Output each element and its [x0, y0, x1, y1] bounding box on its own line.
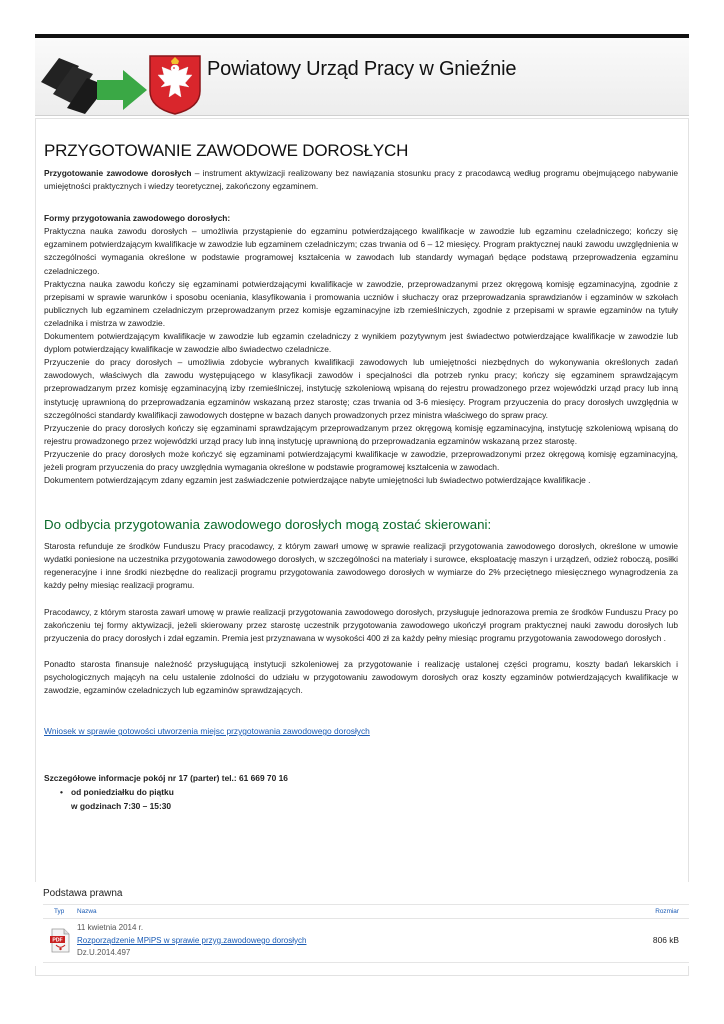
- contact-line: Szczegółowe informacje pokój nr 17 (parter) tel.: 61 669 70 16: [44, 773, 288, 784]
- column-header-size[interactable]: Rozmiar: [655, 908, 679, 915]
- site-title[interactable]: Powiatowy Urząd Pracy w Gnieźnie: [207, 58, 517, 80]
- svg-text:PDF: PDF: [52, 937, 63, 944]
- contact-days: • od poniedziałku do piątku: [60, 785, 678, 799]
- pdf-file-icon[interactable]: [50, 928, 71, 953]
- column-header-name[interactable]: Nazwa: [77, 908, 97, 915]
- column-header-type[interactable]: Typ: [54, 908, 65, 915]
- forms-paragraph: Przyuczenie do pracy dorosłych może kończyć się egzaminami potwierdzającymi kwalifikacje w zawodzie, przeprowadzonymi przez okręgową komisję egzaminacyjną, jeżeli program przyuczenia do pracy uwzględnia wymagania określone w podstawie programowej kształcenia w zawodach.: [44, 448, 678, 472]
- section-paragraph: Pracodawcy, z którym starosta zawarł umowę w prawie realizacji przygotowania zawodowego dorosłych, przysługuje jednorazowa premia ze środków Funduszu Pracy po zakończeniu tej formy aktywizacji, jeżeli skierowany przez starostę uczestnik przygotowania zawodowego ukończył program praktycznej nauki zawodu dorosłych lub przyuczenia do pracy dorosłych i zdał egzamin. Premia jest przyznawana w wysokości 400 zł za każdy pełny miesiąc programu przygotowania zawodowego dorosłych .: [44, 606, 678, 643]
- attachment-link[interactable]: Rozporządzenie MPiPS w sprawie przyg.zawodowego dorosłych: [77, 935, 307, 945]
- legal-basis-box: [35, 882, 689, 966]
- section-title: Do odbycia przygotowania zawodowego dorosłych mogą zostać skierowani:: [44, 517, 492, 533]
- intro-text: – instrument aktywizacji realizowany bez nawiązania stosunku pracy z pracodawcą według programu obejmującego nabywanie umiejętności praktycznych i wiedzy teoretycznej, zakończony egzaminem.: [44, 168, 679, 192]
- attachment-size: 806 kB: [652, 935, 679, 945]
- forms-paragraph: Dokumentem potwierdzającym zdany egzamin jest zaświadczenie potwierdzające nabyte umiejętności lub świadectwo potwierdzające kwalifikacje .: [44, 475, 591, 486]
- arrows-logo-icon[interactable]: [39, 52, 149, 116]
- site-header: [35, 34, 689, 116]
- intro-paragraph: [44, 167, 678, 193]
- section-paragraph: Ponadto starosta finansuje należność przysługującą instytucji szkoleniowej za przygotowanie i realizację ustalonej części programu, koszty badań lekarskich i psychologicznych mającyh na celu ustalenie zdolności do udziału w przygotowaniu zawodowym dorosłych oraz koszty egzaminów potwierdzających kwalifikacje w zawodzie, egzaminów czeladniczych lub egzaminów sprawdzających.: [44, 658, 678, 695]
- forms-heading: Formy przygotowania zawodowego dorosłych:: [44, 213, 231, 224]
- attachment-reference: Dz.U.2014.497: [77, 948, 131, 958]
- contact-hours: w godzinach 7:30 – 15:30: [71, 801, 172, 812]
- table-row: [43, 919, 689, 963]
- intro-term: Przygotowanie zawodowe dorosłych: [44, 168, 192, 178]
- crest-eagle-icon: [147, 53, 203, 115]
- article-content: [35, 118, 689, 976]
- attachments-table: [43, 904, 689, 963]
- forms-paragraph: Przyuczenie do pracy dorosłych kończy się egzaminami sprawdzającym przeprowadzanym przez okręgową komisję egzaminacyjną, instytucję szkoleniową wpisaną do rejestru prowadzonego przez wojewódzki urząd pracy lub inną instytucję uprawnioną do przeprowadzania egzaminów wskazaną przez starostę.: [44, 422, 678, 446]
- forms-paragraph: Praktyczna nauka zawodu kończy się egzaminami potwierdzającymi kwalifikacje w zawodzie, przeprowadzanymi przez okręgową komisję egzaminacyjną, zgodnie z przepisami w sprawie warunków i sposobu oceniania, klasyfikowania i promowania uczniów i słuchaczy oraz przeprowadzania sprawdzianów i egzaminów w szkołach publicznych lub egzaminem czeladniczym przeprowadzanym przez komisje egzaminacyjne izb rzemieślniczych, zgodnie z przepisami w sprawie egzaminów na tytuły czeladnika i mistrza w zawodzie.: [44, 278, 678, 328]
- page-title: PRZYGOTOWANIE ZAWODOWE DOROSŁYCH: [44, 141, 409, 160]
- application-form-link[interactable]: Wniosek w sprawie gotowości utworzenia miejsc przygotowania zawodowego dorosłych: [44, 726, 370, 737]
- section-paragraph: Starosta refunduje ze środków Funduszu Pracy pracodawcy, z którym zawarł umowę w sprawie realizacji przygotowania zawodowego dorosłych, określone w umowie wydatki poniesione na uczestnika przygotowania zawodowego dorosłych, w szczególności na materiały i surowce, eksploatację maszyn i urządzeń, odzież roboczą, posiłki regeneracyjne i inne środki niezbędne do realizacji programu przygotowania zawodowego dorosłych w wymiarze do 2% przeciętnego miesięcznego wynagrodzenia za każdy pełny miesiąc realizacji programu.: [44, 541, 678, 591]
- forms-paragraph: Praktyczna nauka zawodu dorosłych – umożliwia przystąpienie do egzaminu potwierdzającego kwalifikacje w zawodzie lub egzaminu czeladniczego; kończy się egzaminem potwierdzającym kwalifikacje w zawodzie lub egzaminem czeladniczym; czas trwania od 6 – 12 miesięcy. Program praktycznej nauki zawodu uwzględnienia w szczególności wymagania określone w podstawie programowej kształcenia w zawodach lub standardy wymagań będące podstawą przeprowadzenia egzaminu czeladniczego.: [44, 226, 678, 276]
- table-header: [43, 905, 689, 919]
- forms-paragraph: Dokumentem potwierdzającym kwalifikacje w zawodzie lub egzamin czeladniczy z wynikiem pozytywnym jest świadectwo potwierdzające kwalifikacje w zawodzie lub dyplom potwierdzający kwalifikacje w zawodzie albo świadectwo czeladnicze.: [44, 331, 678, 355]
- forms-paragraph: Przyuczenie do pracy dorosłych – umożliwia zdobycie wybranych kwalifikacji zawodowych lub umiejętności niezbędnych do wykonywania określonych zadań zawodowych, właściwych dla zawodu występującego w klasyfikacji zawodów i specjalności dla potrzeb rynku pracy; kończy się egzaminem sprawdzającym przeprowadzanym przez komisję egzaminacyjną izby rzemieślniczej, instytucję szkoleniową wpisaną do rejestru prowadzonego przez wojewódzki urząd pracy lub inną instytucję uprawnioną do przeprowadzania egzaminów wskazaną przez starostę; czas trwania od 3-6 miesięcy. Program przyuczenia do pracy dorosłych uwzględnia w szczególności standardy kwalifikacji zawodowych dostępne w bazach danych prowadzonych przez ministra właściwego do spraw pracy.: [44, 357, 678, 420]
- attachment-date: 11 kwietnia 2014 r.: [77, 923, 144, 932]
- legal-basis-title: Podstawa prawna: [43, 888, 123, 899]
- contact-info: [44, 771, 678, 813]
